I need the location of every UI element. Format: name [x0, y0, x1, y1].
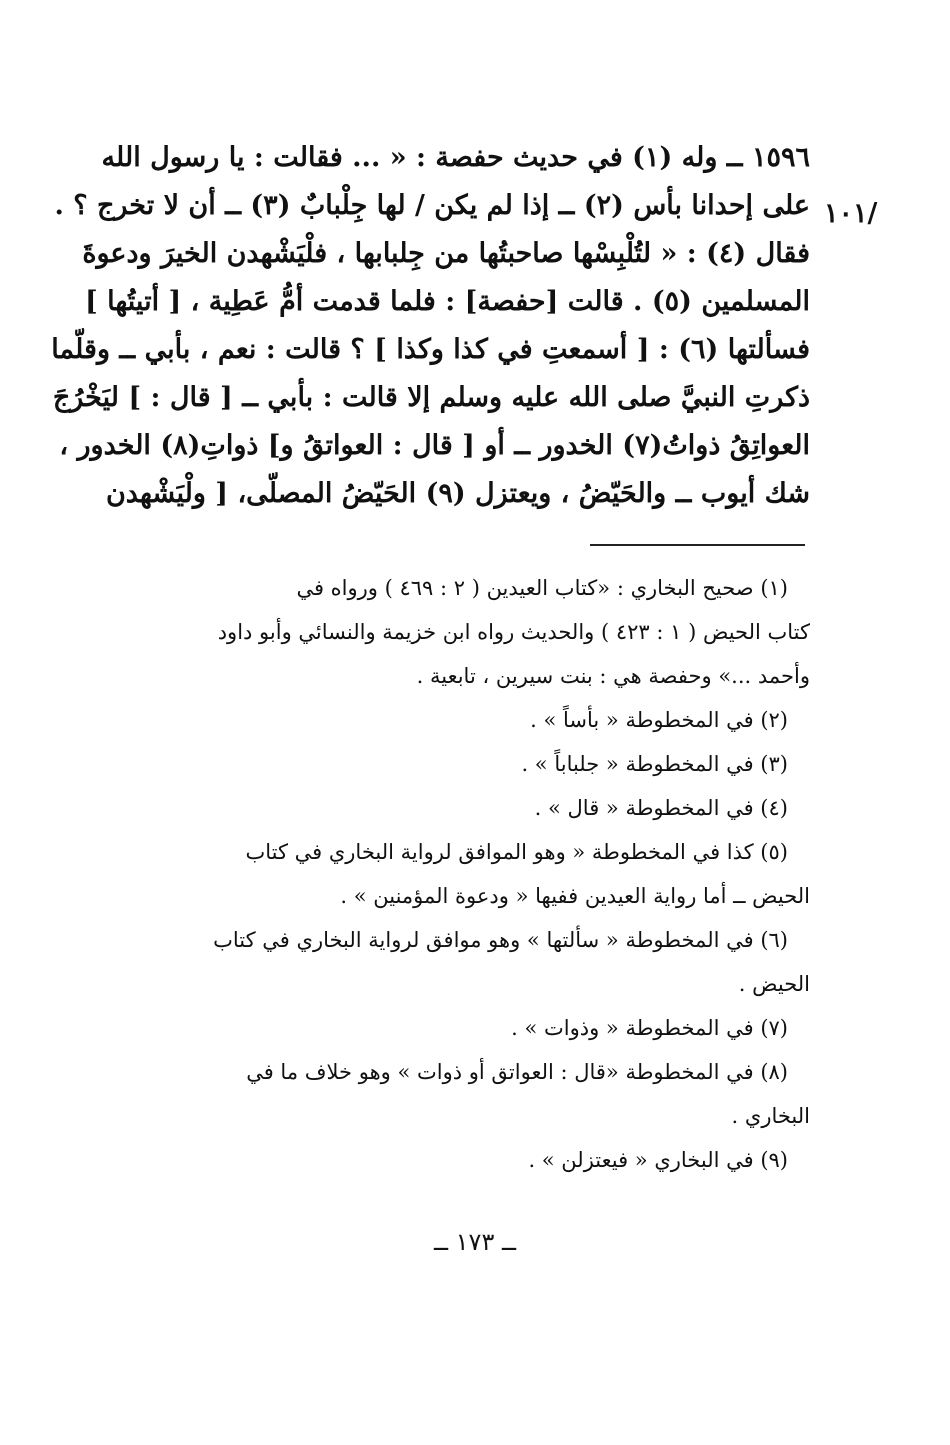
footnote-1 [140, 566, 810, 698]
page-number: ــ ١٧٣ ــ [433, 1228, 517, 1256]
footnote-line: (٥) كذا في المخطوطة « وهو الموافق لرواية البخاري في كتاب [245, 840, 788, 864]
text-line: العواتِقُ ذواتُ(٧) الخدور ــ أو [ قال : العواتقُ و] ذواتِ(٨) الخدور ، [59, 430, 810, 461]
footnote-7 [140, 1006, 810, 1050]
footnote-line: (٣) في المخطوطة « جلباباً » . [521, 752, 788, 776]
footnote-line: وأحمد ...» وحفصة هي : بنت سيرين ، تابعية . [416, 664, 810, 688]
text-line: ١٥٩٦ ــ وله (١) في حديث حفصة : « ... فقالت : يا رسول الله [101, 142, 810, 173]
footnote-9 [140, 1138, 810, 1182]
footnote-5 [140, 830, 810, 918]
footnote-line: (٨) في المخطوطة «قال : العواتق أو ذوات » وهو خلاف ما في [246, 1060, 788, 1084]
footnote-line: الحيض ــ أما رواية العيدين ففيها « ودعوة المؤمنين » . [340, 884, 810, 908]
text-line: شك أيوب ــ والحَيّضُ ، ويعتزل (٩) الحَيّضُ المصلّى، [ ولْيَشْهدن [105, 478, 810, 509]
footnote-3 [140, 742, 810, 786]
footnotes [140, 566, 810, 1182]
footnote-4 [140, 786, 810, 830]
footnote-divider [590, 544, 805, 546]
footnote-6 [140, 918, 810, 1006]
footnote-8 [140, 1050, 810, 1138]
footnote-line: الحيض . [738, 972, 810, 996]
footnote-line: (٦) في المخطوطة « سألتها » وهو موافق لرواية البخاري في كتاب [213, 928, 788, 952]
footnote-2 [140, 698, 810, 742]
footnote-line: (٢) في المخطوطة « بأساً » . [530, 708, 788, 732]
margin-manuscript-folio: /١٠١ [824, 198, 878, 229]
footnote-line: (٧) في المخطوطة « وذوات » . [511, 1016, 788, 1040]
text-line: المسلمين (٥) . قالت [حفصة] : فلما قدمت أمُّ عَطِية ، [ أتيتُها ] [84, 286, 810, 317]
footnote-line: (٤) في المخطوطة « قال » . [534, 796, 788, 820]
text-line: فسألتها (٦) : [ أسمعتِ في كذا وكذا ] ؟ قالت : نعم ، بأبي ــ وقلّما [51, 334, 810, 365]
hadith-text [51, 134, 810, 518]
footnote-line: (٩) في البخاري « فيعتزلن » . [528, 1148, 788, 1172]
footnote-line: (١) صحيح البخاري : «كتاب العيدين ( ٢ : ٤٦٩ ) ورواه في [296, 576, 788, 600]
text-line: ذكرتِ النبيَّ صلى الله عليه وسلم إلا قالت : بأبي ــ [ قال : ] ليَخْرُجَ [52, 382, 810, 413]
footnote-line: البخاري . [731, 1104, 810, 1128]
text-line: فقال (٤) : « لتُلْبِسْها صاحبتُها من جِلبابها ، فلْيَشْهدن الخيرَ ودعوةَ [82, 238, 810, 269]
text-line: على إحدانا بأس (٢) ــ إذا لم يكن / لها جِلْبابٌ (٣) ــ أن لا تخرج ؟ . [54, 190, 810, 221]
footnote-line: كتاب الحيض ( ١ : ٤٢٣ ) والحديث رواه ابن خزيمة والنسائي وأبو داود [217, 620, 810, 644]
